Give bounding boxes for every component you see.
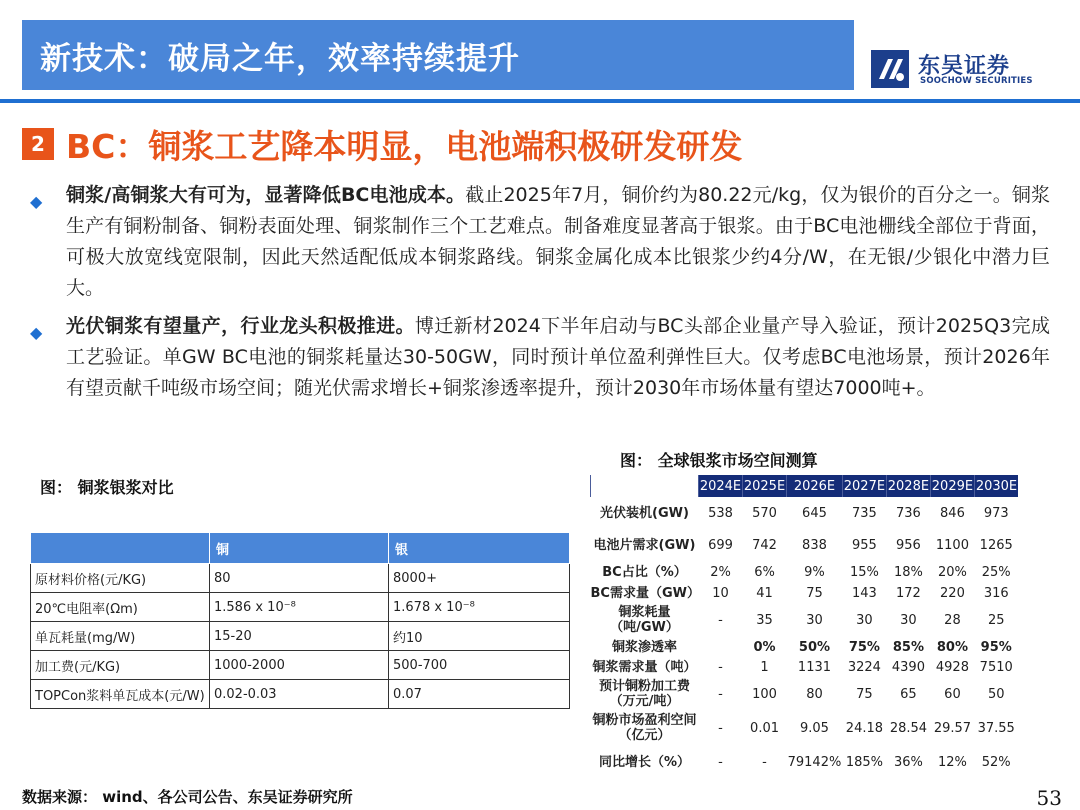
table-cell: 220 xyxy=(940,585,965,601)
table-cell: 172 xyxy=(896,585,921,601)
table-header-cell: 2030E xyxy=(974,475,1018,497)
table-cell: 846 xyxy=(940,505,965,521)
table-cell: 30 xyxy=(806,612,823,628)
table-header-cell xyxy=(31,533,210,564)
table-row xyxy=(31,622,570,651)
table-cell: 0.01 xyxy=(750,720,779,736)
table-cell: - xyxy=(762,754,767,770)
table-cell: 570 xyxy=(752,505,777,521)
table-cell: 4928 xyxy=(935,659,969,675)
table-cell: 0.02-0.03 xyxy=(210,680,389,709)
table-cell: 50 xyxy=(987,686,1005,702)
table-cell: - xyxy=(718,754,723,770)
right-figure-caption: 图： 全球银浆市场空间测算 xyxy=(620,451,818,470)
table-cell: 1131 xyxy=(797,659,832,675)
table-cell: 7510 xyxy=(979,659,1013,675)
table-row xyxy=(31,651,570,680)
table-cell: 60 xyxy=(944,686,961,702)
table-header-row xyxy=(591,475,1019,497)
table-cell: 3224 xyxy=(847,659,881,675)
table-cell xyxy=(699,637,743,657)
table-row xyxy=(591,711,1019,745)
table-cell: 80 xyxy=(210,564,389,593)
table-cell: 单瓦耗量(mg/W) xyxy=(31,622,210,651)
table-header-cell: 2024E xyxy=(699,475,743,497)
table-cell: 838 xyxy=(802,537,827,553)
table-row xyxy=(31,680,570,709)
table-cell: 20℃电阻率(Ωm) xyxy=(31,593,210,622)
table-cell: 85% xyxy=(892,639,924,655)
table-row xyxy=(591,657,1019,677)
page-title: 新技术：破局之年，效率持续提升 xyxy=(40,41,520,77)
table-cell: 1000-2000 xyxy=(210,651,389,680)
table-cell: 20% xyxy=(937,564,967,580)
table-cell: 1.678 x 10⁻⁸ xyxy=(389,593,570,622)
table-cell: 加工费(元/KG) xyxy=(31,651,210,680)
header-divider xyxy=(0,99,1080,103)
row-label: 同比增长（%） xyxy=(598,754,691,770)
row-label: 铜浆耗量（吨/GW） xyxy=(610,605,679,635)
table-cell: 10 xyxy=(712,585,729,601)
table-header-row xyxy=(31,533,570,564)
table-cell: 0.07 xyxy=(389,680,570,709)
table-cell: 1.586 x 10⁻⁸ xyxy=(210,593,389,622)
table-cell: 28.54 xyxy=(889,720,928,736)
table-row xyxy=(591,497,1019,529)
title-banner xyxy=(22,20,854,90)
table-row xyxy=(591,745,1019,779)
diamond-bullet-icon: ◆ xyxy=(30,192,43,211)
row-label: 预计铜粉加工费（万元/吨） xyxy=(598,679,690,709)
table-header-cell: 2027E xyxy=(842,475,886,497)
table-cell: 735 xyxy=(852,505,877,521)
table-row xyxy=(591,677,1019,711)
table-cell: 18% xyxy=(893,564,923,580)
table-cell: 15% xyxy=(849,564,879,580)
table-cell: 79142% xyxy=(787,754,842,770)
bullet-lead: 光伏铜浆有望量产，行业龙头积极推进。 xyxy=(66,315,415,337)
table-row xyxy=(591,603,1019,637)
section-number: 2 xyxy=(22,128,54,160)
silver-paste-market-table xyxy=(590,475,1018,779)
table-cell: 4390 xyxy=(891,659,925,675)
table-cell: 原材料价格(元/KG) xyxy=(31,564,210,593)
table-cell: 95% xyxy=(980,639,1012,655)
table-cell: 30 xyxy=(856,612,873,628)
bullet-mass-production xyxy=(30,311,1050,404)
table-row xyxy=(31,593,570,622)
table-cell: 80% xyxy=(936,639,968,655)
table-cell: 25% xyxy=(981,564,1011,580)
table-cell: 1100 xyxy=(935,537,969,553)
table-cell: 645 xyxy=(802,505,827,521)
table-cell: 100 xyxy=(752,686,777,702)
table-cell: 973 xyxy=(983,505,1009,521)
data-source: 数据来源： wind、各公司公告、东吴证券研究所 xyxy=(22,788,353,806)
table-cell: - xyxy=(718,720,723,736)
bullet-lead: 铜浆/高铜浆大有可为，显著降低BC电池成本。 xyxy=(66,184,466,206)
diamond-bullet-icon: ◆ xyxy=(30,323,43,342)
table-cell: 35 xyxy=(756,612,773,628)
row-label: BC需求量（GW） xyxy=(590,585,700,601)
table-cell: - xyxy=(718,659,723,675)
table-row xyxy=(31,564,570,593)
table-cell: 80 xyxy=(806,686,823,702)
table-cell: 185% xyxy=(845,754,883,770)
bullet-copper-paste xyxy=(30,180,1050,304)
table-cell: 50% xyxy=(798,639,831,655)
table-header-cell: 2028E xyxy=(886,475,930,497)
company-logo xyxy=(868,46,1068,90)
row-label: BC占比（%） xyxy=(602,564,687,580)
table-cell: 30 xyxy=(900,612,917,628)
table-header-cell: 银 xyxy=(389,533,570,564)
section-title: BC：铜浆工艺降本明显，电池端积极研发研发 xyxy=(66,127,743,166)
table-cell: 36% xyxy=(893,754,923,770)
row-label: 电池片需求(GW) xyxy=(593,537,696,553)
table-cell: 1 xyxy=(760,659,769,675)
logo-text-cn: 东吴证券 xyxy=(918,54,1011,79)
table-header-cell: 铜 xyxy=(210,533,389,564)
table-cell: 75 xyxy=(856,686,873,702)
table-cell: 956 xyxy=(896,537,921,553)
bullet-body: 截止2025年7月，铜价约为80.22元/kg，仅为银价的百分之一。铜浆生产有铜粉制备、铜粉表面处理、铜浆制作三个工艺难点。制备难度显著高于银浆。由于BC电池栅线全部位于背面，可极大放宽线宽限制，因此天然适配低成本铜浆路线。铜浆金属化成本比银浆少约4分/W，在无银/少银化中潜力巨大。 xyxy=(66,184,1050,299)
table-cell: 699 xyxy=(708,537,733,553)
table-cell: 41 xyxy=(756,585,773,601)
copper-silver-comparison-table xyxy=(30,532,570,709)
table-row xyxy=(591,583,1019,603)
table-cell: 52% xyxy=(981,754,1011,770)
table-header-cell xyxy=(591,475,699,497)
table-cell: 29.57 xyxy=(933,720,972,736)
table-cell: 37.55 xyxy=(977,720,1015,736)
table-cell: 6% xyxy=(754,564,775,580)
table-row xyxy=(591,561,1019,583)
table-cell: 2% xyxy=(710,564,731,580)
table-cell: 500-700 xyxy=(389,651,570,680)
table-cell: 约10 xyxy=(389,622,570,651)
left-figure-caption: 图： 铜浆银浆对比 xyxy=(40,478,174,497)
table-cell: TOPCon浆料单瓦成本(元/W) xyxy=(31,680,210,709)
table-cell: 0% xyxy=(753,639,776,655)
table-row xyxy=(591,637,1019,657)
table-cell: 1265 xyxy=(979,537,1013,553)
table-header-cell: 2025E xyxy=(743,475,787,497)
table-cell: - xyxy=(718,686,723,702)
row-label: 铜浆渗透率 xyxy=(611,639,677,655)
table-cell: - xyxy=(718,612,723,628)
table-cell: 9% xyxy=(804,564,825,580)
table-cell: 316 xyxy=(983,585,1009,601)
row-label: 铜浆需求量（吨） xyxy=(592,659,697,675)
soochow-logo-icon xyxy=(870,49,910,89)
table-row xyxy=(591,529,1019,561)
row-label: 铜粉市场盈利空间（亿元） xyxy=(592,713,697,743)
table-header-cell: 2029E xyxy=(930,475,974,497)
table-header-cell: 2026E xyxy=(787,475,843,497)
table-cell: 955 xyxy=(852,537,877,553)
table-cell: 15-20 xyxy=(210,622,389,651)
table-cell: 75% xyxy=(848,639,880,655)
bullet-body: 博迁新材2024下半年启动与BC头部企业量产导入验证，预计2025Q3完成工艺验证。单GW BC电池的铜浆耗量达30-50GW，同时预计单位盈利弹性巨大。仅考虑BC电池场景，预计2026年有望贡献千吨级市场空间；随光伏需求增长+铜浆渗透率提升，预计2030年市场体量有望达7000吨+。 xyxy=(66,315,1050,399)
table-cell: 24.18 xyxy=(845,720,884,736)
table-cell: 8000+ xyxy=(389,564,570,593)
table-cell: 143 xyxy=(852,585,877,601)
table-cell: 9.05 xyxy=(799,720,829,736)
table-cell: 65 xyxy=(900,686,917,702)
table-cell: 742 xyxy=(752,537,777,553)
table-cell: 28 xyxy=(944,612,961,628)
page-number: 53 xyxy=(1036,786,1062,810)
table-cell: 25 xyxy=(987,612,1005,628)
table-cell: 736 xyxy=(896,505,921,521)
row-label: 光伏装机(GW) xyxy=(600,505,689,521)
table-cell: 538 xyxy=(708,505,733,521)
table-cell: 12% xyxy=(937,754,967,770)
logo-text-en: SOOCHOW SECURITIES xyxy=(920,76,1033,86)
table-cell: 75 xyxy=(806,585,823,601)
